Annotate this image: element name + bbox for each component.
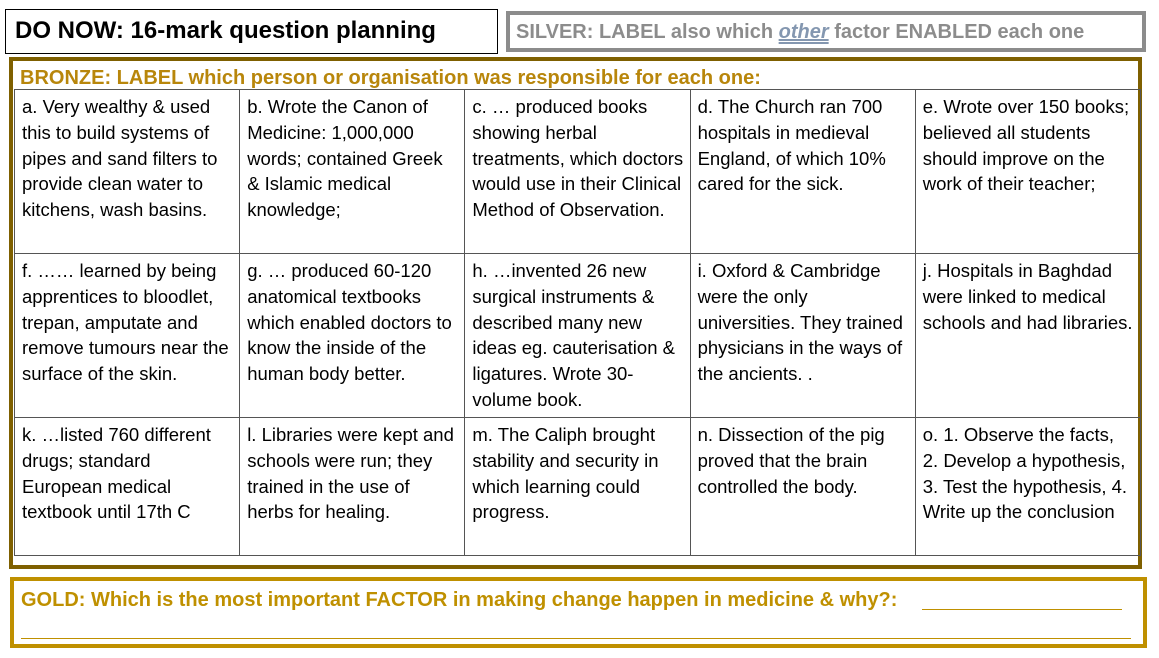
answer-line[interactable] (922, 609, 1122, 610)
page-title (5, 9, 498, 54)
table-row (15, 90, 1141, 254)
fact-cell-c: c. … produced books showing herbal treatments, which doctors would use in their Clinical Method of Observation. (465, 90, 690, 254)
silver-text-before: SILVER: LABEL also which (516, 21, 779, 43)
facts-table (14, 89, 1141, 556)
fact-cell-n: n. Dissection of the pig proved that the brain controlled the body. (690, 418, 915, 556)
table-row (15, 418, 1141, 556)
fact-cell-j: j. Hospitals in Baghdad were linked to medical schools and had libraries. (915, 254, 1140, 418)
page-title-text: DO NOW: 16-mark question planning (15, 17, 436, 44)
fact-cell-m: m. The Caliph brought stability and security in which learning could progress. (465, 418, 690, 556)
answer-line[interactable] (21, 638, 1131, 639)
fact-cell-i: i. Oxford & Cambridge were the only universities. They trained physicians in the ways of the ancients. . (690, 254, 915, 418)
bronze-heading: BRONZE: LABEL which person or organisation was responsible for each one: (20, 67, 761, 89)
fact-cell-l: l. Libraries were kept and schools were run; they trained in the use of herbs for healing. (240, 418, 465, 556)
bronze-task-box (9, 57, 1142, 569)
table-row (15, 254, 1141, 418)
fact-cell-a: a. Very wealthy & used this to build systems of pipes and sand filters to provide clean water to kitchens, wash basins. (15, 90, 240, 254)
fact-cell-d: d. The Church ran 700 hospitals in medieval England, of which 10% cared for the sick. (690, 90, 915, 254)
fact-cell-k: k. …listed 760 different drugs; standard European medical textbook until 17th C (15, 418, 240, 556)
gold-question: GOLD: Which is the most important FACTOR in making change happen in medicine & why?: (21, 589, 898, 611)
fact-cell-h: h. …invented 26 new surgical instruments & described many new ideas eg. cauterisation & ligatures. Wrote 30-volume book. (465, 254, 690, 418)
fact-cell-b: b. Wrote the Canon of Medicine: 1,000,000 words; contained Greek & Islamic medical knowledge; (240, 90, 465, 254)
silver-text-after: factor ENABLED each one (828, 21, 1085, 43)
fact-cell-g: g. … produced 60-120 anatomical textbooks which enabled doctors to know the inside of the human body better. (240, 254, 465, 418)
silver-text-emphasis: other (778, 21, 829, 43)
fact-cell-f: f. …… learned by being apprentices to bloodlet, trepan, amputate and remove tumours near the surface of the skin. (15, 254, 240, 418)
fact-cell-o: o. 1. Observe the facts, 2. Develop a hypothesis, 3. Test the hypothesis, 4. Write up the conclusion (915, 418, 1140, 556)
silver-task-box (506, 11, 1146, 52)
gold-task-box (10, 577, 1147, 648)
fact-cell-e: e. Wrote over 150 books; believed all students should improve on the work of their teacher; (915, 90, 1140, 254)
